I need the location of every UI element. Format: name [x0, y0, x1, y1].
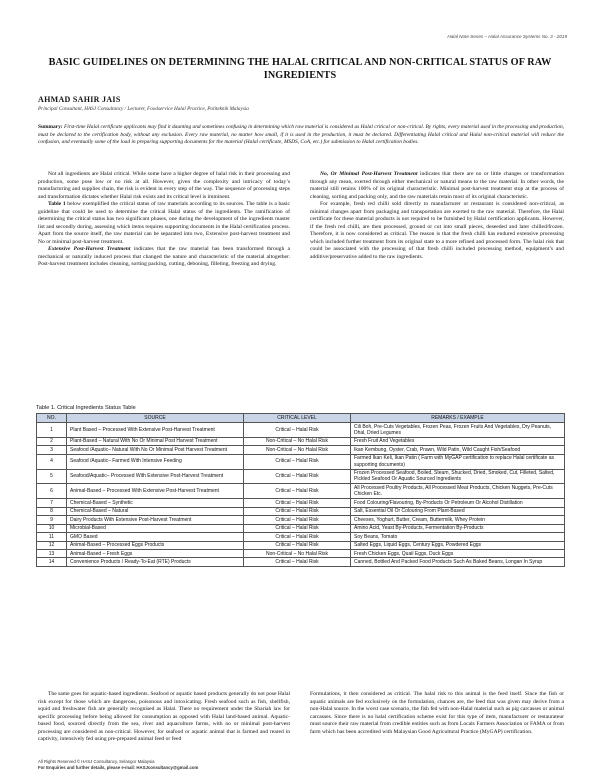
paragraph: Formulations, it then considered as critical. The halal risk to this animal is the feed itself. Since the fish or aquatic animals are fed exclusively on the formulation, chances are, the feed that was given may derive from a non-Halal source. In the worst case scenario, the fish fed with non-Halal material such as pig carcasses or animal carcasses. Since there is no halal certification scheme exist for this type of item, manufacturer or restaurateur must source their raw material from credible entities such as from Locals Farmers Association or FAMA or from farm which has been accredited with Malaysian Good Agricultural Practice (MyGAP) certification.	[310, 691, 564, 735]
subheading: Extensive Post-Harvest Treatment	[48, 246, 131, 252]
paragraph-text: indicates that there are no or little changes or transformation through any mean, exerted through either mechanical or natural means to the raw material. In other words, the material still retains 100% of its original characteristic. Minimal post-harvest treatment stop at the process of cleaning, sorting and packing only, and the raw materials retain most of its original characteristic.	[310, 171, 564, 200]
cell-source: GMO Based	[67, 533, 244, 541]
cell-source: Seafood /Aquatic– Natural With No Or Minimal Post Harvest Treatment	[67, 446, 244, 454]
cell-source: Plant-Based – Natural With No Or Minimal Post Harvest Treatment	[67, 437, 244, 445]
cell-source: Animal-Based – Fresh Eggs	[67, 550, 244, 558]
cell-no: 7	[37, 499, 67, 507]
table-row	[37, 469, 565, 484]
header-remarks: REMARKS / EXAMPLE	[351, 414, 565, 423]
cell-source: Animal-Based – Processed With Extensive Post-Harvest Treatment	[67, 484, 244, 499]
cell-source: Plant Based – Processed With Extensive Post-Harvest Treatment	[67, 423, 244, 438]
cell-source: Convenience Products / Ready-To-Eat (RTE) Products	[67, 558, 244, 566]
table-body	[37, 423, 565, 567]
cell-remarks: Cheeses, Yoghurt, Butter, Cream, Buttermilk, Whey Protein	[351, 516, 565, 524]
cell-no: 2	[37, 437, 67, 445]
cell-no: 3	[37, 446, 67, 454]
paragraph	[310, 171, 564, 201]
cell-no: 11	[37, 533, 67, 541]
header-no: NO.	[37, 414, 67, 423]
table-row	[37, 550, 565, 558]
cell-remarks: Cili Boh, Pre-Cuts Vegetables, Frozen Peas, Frozen Fruits And Vegetables, Dry Peanuts, Dhal, Dried Legumes	[351, 423, 565, 438]
cell-critical-level: Non-Critical – No Halal Risk	[244, 550, 351, 558]
cell-no: 13	[37, 550, 67, 558]
cell-remarks: Ikan Kembung, Oyster, Crab, Prawn, Wild Patin, Wild Caught Fish/Seafood	[351, 446, 565, 454]
header-source: SOURCE	[67, 414, 244, 423]
cell-critical-level: Critical – Halal Risk	[244, 423, 351, 438]
cell-remarks: Frozen Processed Seafood, Boiled, Steam, Shucked, Dried, Smoked, Cut, Filleted, Salted, Pickled Seafood Or Aquatic Sourced Ingredients	[351, 469, 565, 484]
cell-no: 12	[37, 541, 67, 549]
paragraph-text: below exemplified the critical status of raw materials according to its sources. The table is a basic guideline that could be used to determine the critical Halal status of the ingredients. The ramification of determining the critical status has two significant phases, one during the development of the ingredients master list and secondly during, assessing which items requires supporting documents in the Halal certification process. Apart from the source itself, the raw material can be separated into two, Extensive post-harvest treatment and No or minimal post-harvest treatment.	[38, 201, 290, 245]
table-header-row	[37, 414, 565, 423]
cell-remarks: Food Colouring/Flavouring, By-Products Or Petroleum Or Alcohol Distillation	[351, 499, 565, 507]
paragraph	[38, 201, 290, 246]
paragraph: The same goes for aquatic-based ingredients. Seafood or aquatic based products generally do not pose Halal risk except for those which are dangerous, poisonous and intoxicating. Fresh seafood such as fish, shellfish, squid and freshwater fish are generally recognised as Halal. There no requirement under the Shariah law for specific processing before being allowed for consumption as opposed with Halal land-based animal. Aquatic-based food, sourced directly from the sea, river and aquaculture farms, with no or minimal post-harvest processing are considered as non-critical. However, for seafood or aquatic animal that is farmed and reared in captivity, intensively fed using pre-prepared animal feed or feed	[38, 691, 291, 742]
cell-remarks: Salt, Essential Oil Or Colouring From Plant-Based	[351, 507, 565, 515]
cell-critical-level: Non-Critical – No Halal Risk	[244, 446, 351, 454]
cell-critical-level: Critical – Halal Risk	[244, 524, 351, 532]
cell-critical-level: Critical – Halal Risk	[244, 533, 351, 541]
table-row	[37, 507, 565, 515]
cell-remarks: Soy Beans, Tomato	[351, 533, 565, 541]
cell-remarks: Salted Eggs, Liquid Eggs, Century Eggs, Powdered Eggs	[351, 541, 565, 549]
cell-critical-level: Critical – Halal Risk	[244, 507, 351, 515]
author-affiliation: Principal Consultant, HASJ Consultancy / Lecturer, Foodservice Halal Practice, Politeknik Malaysia	[38, 106, 249, 112]
cell-source: Chemical-Based – Synthetic	[67, 499, 244, 507]
cell-critical-level: Critical – Halal Risk	[244, 454, 351, 469]
table-row	[37, 541, 565, 549]
table-row	[37, 423, 565, 438]
cell-source: Microbial-Based	[67, 524, 244, 532]
cell-critical-level: Critical – Halal Risk	[244, 541, 351, 549]
table-row	[37, 484, 565, 499]
paragraph-text: indicates that the raw material has been transformed through a mechanical or naturally induced process that changed the nature and characteristic of the material altogether. Post-harvest treatment includes cleaning, sorting packing, cutting, deboning, filleting, freezing and drying.	[38, 246, 290, 267]
cell-no: 14	[37, 558, 67, 566]
cell-no: 4	[37, 454, 67, 469]
cell-remarks: Amino Acid, Yeast By-Products, Fermentation By-Products	[351, 524, 565, 532]
cell-no: 9	[37, 516, 67, 524]
table-row	[37, 524, 565, 532]
header-critical-level: CRITICAL LEVEL	[244, 414, 351, 423]
page-title: BASIC GUIDELINES ON DETERMINING THE HALAL CRITICAL AND NON-CRITICAL STATUS OF RAW INGREDIENTS	[48, 57, 552, 81]
cell-critical-level: Critical – Halal Risk	[244, 558, 351, 566]
cell-no: 8	[37, 507, 67, 515]
table-caption: Table 1. Critical Ingredients Status Table	[36, 405, 136, 411]
footer-contact: For Enquiries and further details, please e-mail: HASJconsultancy@gmail.com	[38, 765, 199, 770]
cell-remarks: All Processed Poultry Products, All Processed Meat Products, Chicken Nuggets, Pre-Cuts Chicken Etc.	[351, 484, 565, 499]
cell-critical-level: Critical – Halal Risk	[244, 469, 351, 484]
cell-no: 5	[37, 469, 67, 484]
cell-critical-level: Critical – Halal Risk	[244, 516, 351, 524]
cell-source: Dairy Products With Extensive Post-Harvest Treatment	[67, 516, 244, 524]
column-right	[310, 171, 564, 261]
cell-source: Animal-Based – Processed Eggs Products	[67, 541, 244, 549]
table-row	[37, 533, 565, 541]
table-row	[37, 437, 565, 445]
running-head: Halal Note Series – Halal Assurance Systems No. 3 - 2019	[447, 34, 567, 39]
bottom-column-left	[38, 691, 290, 744]
cell-remarks: Fresh Chicken Eggs, Quail Eggs, Duck Eggs	[351, 550, 565, 558]
paragraph	[38, 246, 290, 269]
table-row	[37, 446, 565, 454]
cell-remarks: Fresh Fruit And Vegetables	[351, 437, 565, 445]
author-name: AHMAD SAHIR JAIS	[38, 95, 121, 104]
cell-remarks: Farmed Ikan Keli, Ikan Patin ( Farm with MyGAP certification to replace Halal certificate as supporting documents)	[351, 454, 565, 469]
bottom-column-right	[310, 691, 564, 736]
subheading: No, Or Minimal Post-Harvest Treatment	[320, 171, 418, 177]
table-row	[37, 516, 565, 524]
summary	[38, 124, 564, 147]
cell-critical-level: Critical – Halal Risk	[244, 499, 351, 507]
cell-no: 10	[37, 524, 67, 532]
table-ref: Table 1	[48, 201, 66, 207]
table-row	[37, 558, 565, 566]
cell-no: 1	[37, 423, 67, 438]
table-row	[37, 499, 565, 507]
cell-critical-level: Non-Critical – No Halal Risk	[244, 437, 351, 445]
summary-label: Summary:	[38, 124, 63, 130]
cell-no: 6	[37, 484, 67, 499]
cell-remarks: Canned, Bottled And Packed Food Products Such As Baked Beans, Longan In Syrup	[351, 558, 565, 566]
cell-critical-level: Critical – Halal Risk	[244, 484, 351, 499]
paragraph: For example, fresh red chilli sold directly to manufacturer or restaurant is considered non-critical, as minimal changes apart from packaging and transportation are exerted to the raw material. Therefore, the Halal certificate for these material products is not required to be furnished by Halal certification applicants. However, if the fresh red chilli, are then processed, ground or cut into small pieces, deseeded and later chilled/frozen. Therefore, it is now considered as critical. The reason is that the fresh chilli has endured extensive processing which included further treatment from its original state to a more refined and processed form. The halal risk that could be associated with the processing of that fresh chilli included processing method, equipment’s and additive/preservative added to the raw ingredients.	[310, 201, 564, 260]
cell-source: Seafood/Aquatic– Processed With Extensive Post-Harvest Treatment	[67, 469, 244, 484]
critical-status-table	[36, 413, 565, 567]
footer-copyright: All Rights Reserved © HASJ Consultancy, Selangor Malaysia	[38, 759, 155, 764]
paragraph: Not all ingredients are Halal critical. While some have a higher degree of halal risk in their processing and production, some pose low or no risk at all. However, given the complexity and intricacy of today’s manufacturing and supplies chain, the risk is evident in every step of the way. The sequence of processing steps and transformation dictates whether Halal risk exists and its critical level is imminent.	[38, 171, 290, 200]
cell-source: Chemical-Based – Natural	[67, 507, 244, 515]
summary-text: First-time Halal certificate applicants may find it daunting and sometimes confusing in determining which raw material is considered as Halal critical or non-critical. By rights, every material used in the processing and production, must be declared to the certification body, without any exclusion. Every raw material, no matter how small, if it is used in the production, it must be declared. Differentiating Halal critical and Halal non-critical material will reduce the confusion, and eventually some of the load in preparing supporting documents for the material (Halal certificate, MSDS, CoA, etc.) for submission to Halal certification bodies.	[38, 124, 565, 146]
cell-source: Seafood /Aquatic– Farmed With Intensive Feeding	[67, 454, 244, 469]
column-left	[38, 171, 290, 269]
table-row	[37, 454, 565, 469]
